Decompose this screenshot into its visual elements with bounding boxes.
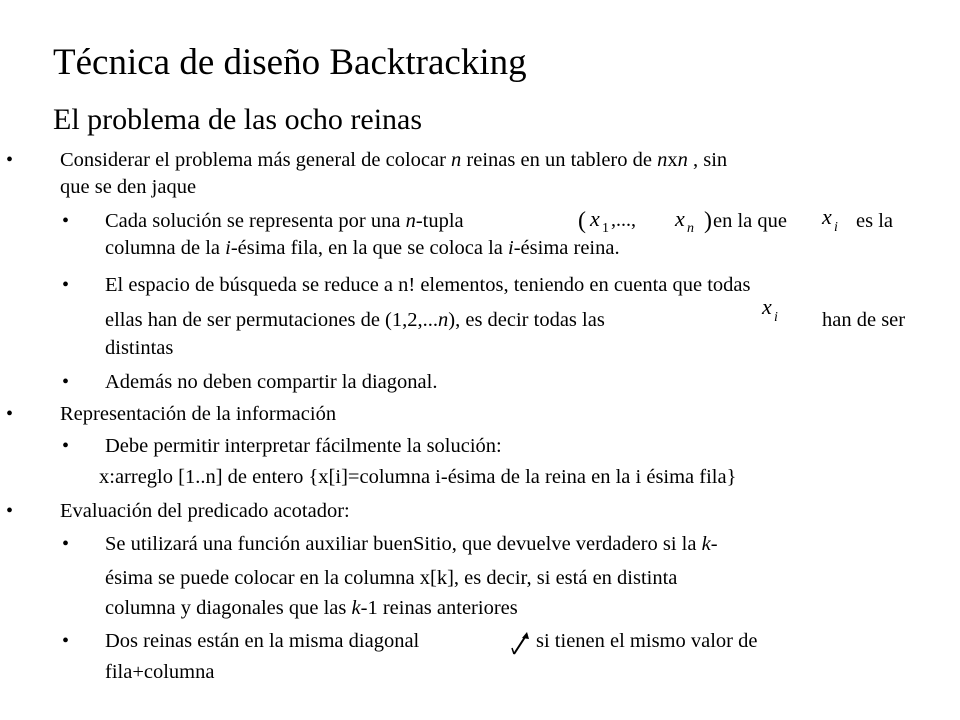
svg-text:i: i bbox=[834, 220, 838, 235]
subpoint-search-space: El espacio de búsqueda se reduce a n! elementos, teniendo en cuenta que todas bbox=[105, 274, 751, 296]
subpoint-interpret: Debe permitir interpretar fácilmente la solución: bbox=[105, 435, 502, 457]
svg-text:n: n bbox=[687, 221, 694, 236]
slide-title: Técnica de diseño Backtracking bbox=[53, 42, 527, 83]
svg-text:x: x bbox=[822, 204, 832, 229]
xi-formula bbox=[820, 204, 850, 238]
subpoint-buensitio-cont2: columna y diagonales que las k-1 reinas anteriores bbox=[105, 597, 518, 619]
subpoint-search-space-end: han de ser bbox=[822, 309, 906, 331]
subpoint-buensitio-cont: ésima se puede colocar en la columna x[k], es decir, si está en distinta bbox=[105, 567, 678, 589]
svg-text:(: ( bbox=[578, 208, 586, 234]
point-representation: Representación de la información bbox=[60, 403, 337, 425]
svg-text:,...,: ,..., bbox=[611, 209, 636, 231]
bullet: • bbox=[62, 630, 70, 652]
subpoint-same-diagonal: Dos reinas están en la misma diagonal bbox=[105, 630, 420, 652]
svg-text:i: i bbox=[774, 310, 778, 325]
subpoint-buensitio: Se utilizará una función auxiliar buenSitio, que devuelve verdadero si la k- bbox=[105, 533, 718, 555]
subpoint-same-diagonal-cont: fila+columna bbox=[105, 661, 215, 683]
bullet: • bbox=[62, 274, 70, 296]
point-general-problem-cont: que se den jaque bbox=[60, 176, 197, 198]
tuple-formula bbox=[578, 204, 713, 238]
svg-text:x: x bbox=[675, 206, 685, 231]
subpoint-ntuple-mid: en la que bbox=[713, 210, 787, 232]
slide-subtitle: El problema de las ocho reinas bbox=[53, 103, 423, 136]
bullet: • bbox=[62, 210, 70, 232]
bullet: • bbox=[62, 533, 70, 555]
subpoint-ntuple-end: es la bbox=[856, 210, 893, 232]
bullet: • bbox=[6, 500, 14, 522]
point-general-problem: Considerar el problema más general de colocar n reinas en un tablero de nxn , sin bbox=[60, 149, 728, 171]
svg-text:x: x bbox=[762, 294, 772, 319]
svg-text:1: 1 bbox=[602, 221, 609, 236]
bullet: • bbox=[6, 403, 14, 425]
subpoint-diagonal: Además no deben compartir la diagonal. bbox=[105, 371, 438, 393]
bullet: • bbox=[6, 149, 14, 171]
arrow-mark-icon bbox=[508, 628, 532, 658]
subpoint-same-diagonal-end: si tienen el mismo valor de bbox=[536, 630, 758, 652]
subpoint-ntuple-start: Cada solución se representa por una n-tupla bbox=[105, 210, 464, 232]
subpoint-ntuple-cont: columna de la i-ésima fila, en la que se coloca la i-ésima reina. bbox=[105, 237, 620, 259]
point-predicate: Evaluación del predicado acotador: bbox=[60, 500, 350, 522]
subpoint-search-space-cont: ellas han de ser permutaciones de (1,2,...n), es decir todas las bbox=[105, 309, 605, 331]
bullet: • bbox=[62, 371, 70, 393]
svg-text:): ) bbox=[704, 208, 712, 234]
bullet: • bbox=[62, 435, 70, 457]
subpoint-search-space-cont2: distintas bbox=[105, 337, 174, 359]
xi-formula-2 bbox=[760, 294, 790, 328]
svg-text:x: x bbox=[590, 206, 600, 231]
code-line: x:arreglo [1..n] de entero {x[i]=columna i-ésima de la reina en la i ésima fila} bbox=[99, 466, 737, 488]
